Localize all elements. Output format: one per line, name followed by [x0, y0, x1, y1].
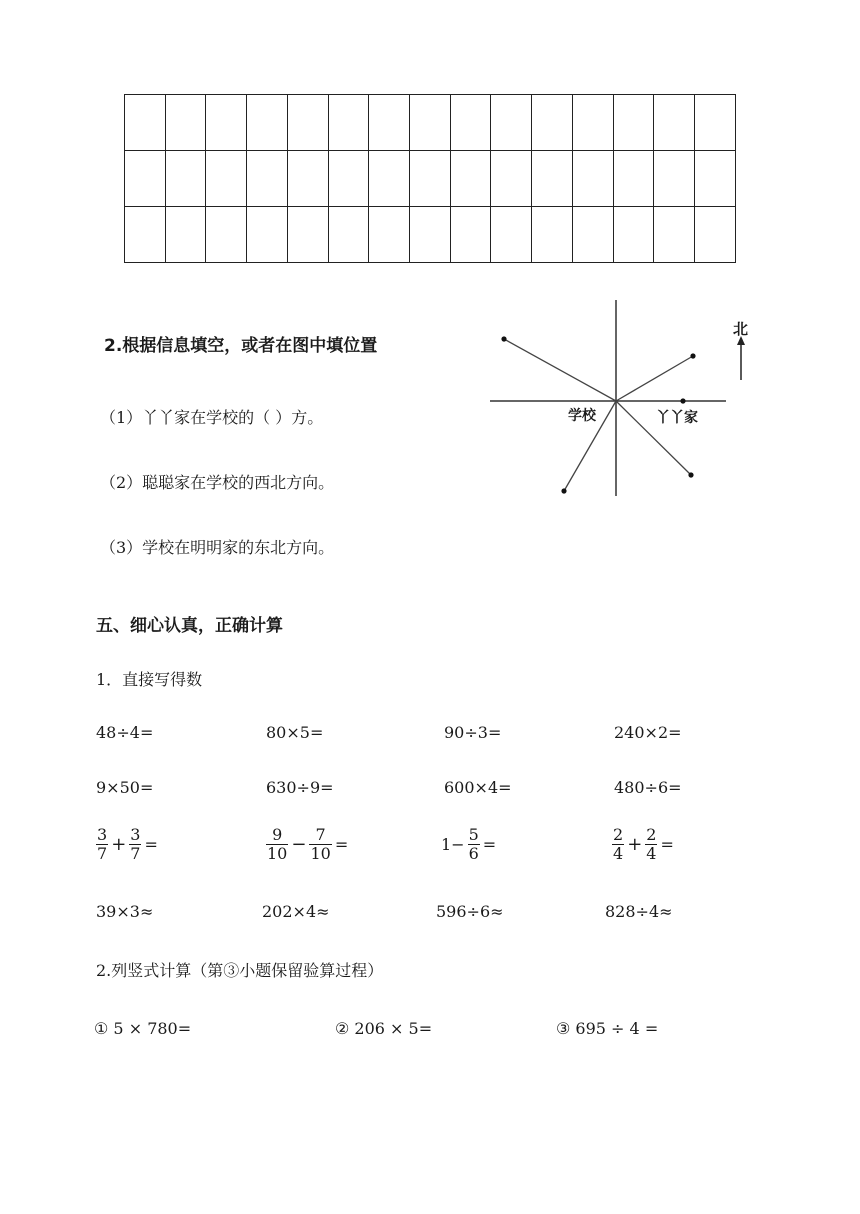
grid-cell [328, 151, 369, 207]
q2-title: 2.根据信息填空，或者在图中填位置 [104, 336, 378, 356]
calc-r4-c1: 39×3≈ [96, 902, 154, 921]
frac-expr-2: $\frac{9}{10}$ − $\frac{7}{10}$ = [267, 825, 349, 864]
grid-cell [572, 95, 613, 151]
grid-cell [410, 207, 451, 263]
vertical-calc-1: ① 5 × 780= [94, 1019, 192, 1038]
frac-expr-4: $\frac{2}{4}$ + $\frac{2}{4}$ = [613, 825, 674, 864]
grid-cell [491, 207, 532, 263]
grid-row [125, 95, 736, 151]
fraction: $\frac{3}{7}$ [130, 825, 141, 864]
grid-cell [328, 207, 369, 263]
north-label: 北 [733, 320, 749, 338]
grid-cell [613, 151, 654, 207]
grid-cell [247, 207, 288, 263]
grid-cell [695, 95, 736, 151]
grid-cell [247, 95, 288, 151]
grid-cell [206, 151, 247, 207]
section5-title: 五、细心认真，正确计算 [96, 616, 283, 636]
grid-cell [287, 151, 328, 207]
point-yaya-home [680, 398, 685, 403]
grid-cell [328, 95, 369, 151]
grid-cell [695, 207, 736, 263]
grid-cell [450, 95, 491, 151]
grid-cell [450, 207, 491, 263]
grid-cell [369, 151, 410, 207]
grid-cell [287, 95, 328, 151]
grid-cell [532, 207, 573, 263]
grid-cell [654, 95, 695, 151]
calc-r1-c3: 90÷3= [444, 723, 502, 742]
vertical-calc-3: ③ 695 ÷ 4 = [556, 1019, 659, 1038]
grid-cell [491, 95, 532, 151]
direction-map [486, 298, 756, 502]
grid-cell [532, 151, 573, 207]
q2-item-1: （1）丫丫家在学校的（ ）方。 [100, 408, 324, 427]
grid-cell [654, 207, 695, 263]
school-label: 学校 [568, 408, 596, 424]
calc-r2-c4: 480÷6= [614, 778, 682, 797]
point-southeast [688, 472, 693, 477]
grid-cell [450, 151, 491, 207]
point-southwest [561, 488, 566, 493]
grid-cell [247, 151, 288, 207]
fraction: $\frac{2}{4}$ [613, 825, 624, 864]
q2-item-3: （3）学校在明明家的东北方向。 [100, 538, 335, 557]
fraction: $\frac{3}{7}$ [97, 825, 108, 864]
frac-expr-3: 1− $\frac{5}{6}$ = [441, 825, 497, 864]
grid-cell [165, 151, 206, 207]
calc-r4-c2: 202×4≈ [262, 902, 330, 921]
grid-cell [491, 151, 532, 207]
vertical-calc-2: ② 206 × 5= [335, 1019, 433, 1038]
ray-northwest [504, 339, 616, 401]
grid-cell [125, 151, 166, 207]
calc-r2-c2: 630÷9= [266, 778, 334, 797]
calc-r4-c4: 828÷4≈ [605, 902, 673, 921]
point-northeast [690, 353, 695, 358]
grid-cell [287, 207, 328, 263]
fraction: $\frac{5}{6}$ [468, 825, 479, 864]
fraction: $\frac{9}{10}$ [267, 825, 288, 864]
grid-row [125, 207, 736, 263]
writing-grid [124, 94, 736, 263]
grid-cell [654, 151, 695, 207]
point-northwest [501, 336, 506, 341]
grid-cell [369, 207, 410, 263]
yaya-home-label: 丫丫家 [656, 410, 698, 426]
grid-cell [613, 95, 654, 151]
grid-cell [206, 95, 247, 151]
grid-cell [532, 95, 573, 151]
q2-item-2: （2）聪聪家在学校的西北方向。 [100, 473, 335, 492]
calc-r1-c1: 48÷4= [96, 723, 154, 742]
grid-cell [613, 207, 654, 263]
grid-cell [165, 207, 206, 263]
grid-cell [125, 95, 166, 151]
grid-cell [410, 95, 451, 151]
calc-r4-c3: 596÷6≈ [436, 902, 504, 921]
grid-cell [572, 207, 613, 263]
fraction: $\frac{2}{4}$ [646, 825, 657, 864]
calc-r1-c2: 80×5= [266, 723, 324, 742]
ray-northeast [616, 356, 693, 401]
fraction: $\frac{7}{10}$ [310, 825, 331, 864]
calc-r1-c4: 240×2= [614, 723, 682, 742]
section5-sub2: 2.列竖式计算（第③小题保留验算过程） [96, 961, 384, 980]
grid-cell [572, 151, 613, 207]
calc-r2-c1: 9×50= [96, 778, 154, 797]
grid-cell [410, 151, 451, 207]
section5-sub1: 1．直接写得数 [96, 670, 203, 689]
grid-cell [206, 207, 247, 263]
frac-expr-1: $\frac{3}{7}$ + $\frac{3}{7}$ = [97, 825, 158, 864]
grid-cell [695, 151, 736, 207]
calc-r2-c3: 600×4= [444, 778, 512, 797]
grid-cell [165, 95, 206, 151]
grid-cell [369, 95, 410, 151]
grid-row [125, 151, 736, 207]
grid-cell [125, 207, 166, 263]
